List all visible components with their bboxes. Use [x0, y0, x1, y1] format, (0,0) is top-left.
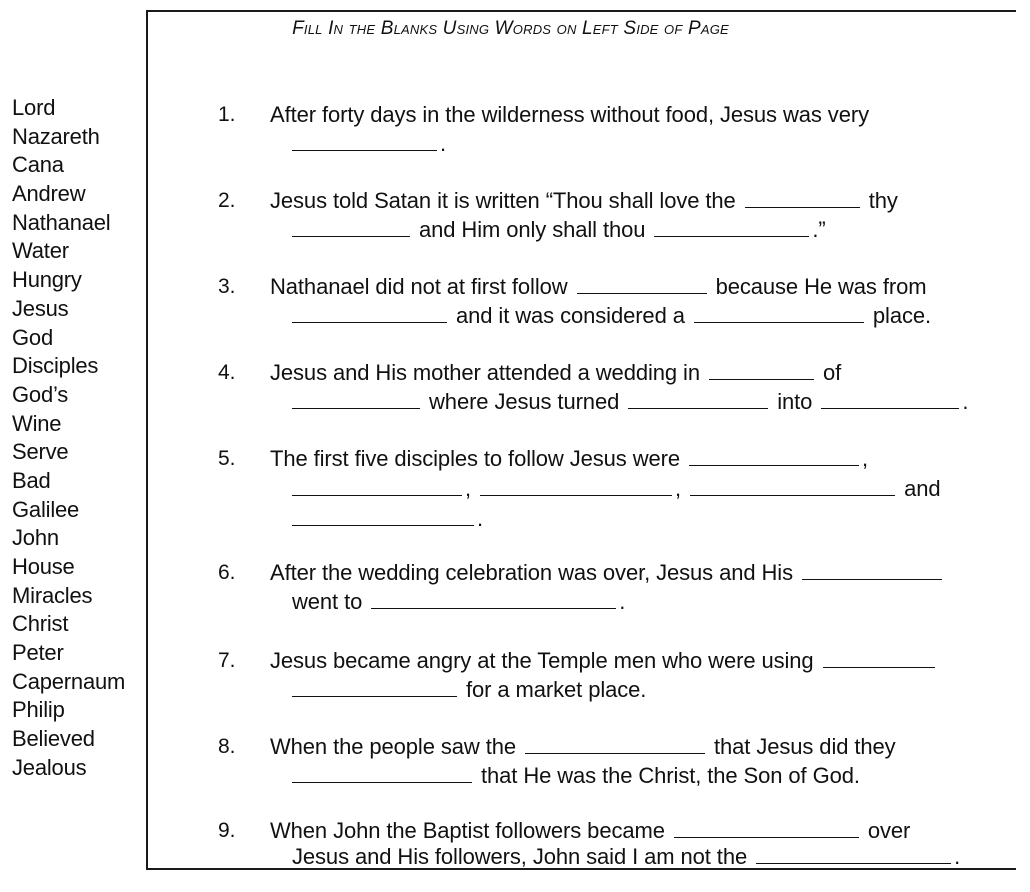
answer-blank[interactable]	[292, 506, 474, 526]
question-line	[292, 129, 446, 159]
question-text: Nathanael did not at first follow	[270, 274, 568, 299]
question-number: 4.	[218, 361, 236, 384]
question-text: When the people saw the	[270, 734, 516, 759]
answer-blank[interactable]	[628, 389, 768, 409]
question-number: 3.	[218, 275, 236, 298]
question-text: of	[823, 360, 842, 385]
word-bank-item: Hungry	[12, 267, 82, 293]
word-bank-item: Serve	[12, 439, 69, 465]
answer-blank[interactable]	[525, 734, 705, 754]
question-line	[292, 387, 968, 417]
word-bank-item: Jesus	[12, 295, 69, 321]
question-line	[270, 100, 869, 130]
question-text: ,	[675, 476, 682, 501]
word-bank-item: Philip	[12, 697, 65, 723]
question-line	[270, 732, 896, 762]
word-bank-item: Lord	[12, 95, 56, 120]
answer-blank[interactable]	[292, 217, 410, 237]
worksheet-box	[146, 10, 1016, 870]
word-bank	[12, 94, 142, 783]
answer-blank[interactable]	[709, 360, 814, 380]
answer-blank[interactable]	[802, 560, 942, 580]
answer-blank[interactable]	[756, 844, 951, 864]
question-text: where Jesus turned	[429, 389, 620, 414]
word-bank-item: Water	[12, 238, 69, 264]
answer-blank[interactable]	[292, 389, 420, 409]
question-text: for a market place.	[466, 677, 647, 702]
question-text: into	[777, 389, 813, 414]
question-text: The first five disciples to follow Jesus were	[270, 446, 680, 471]
word-bank-item: Capernaum	[12, 668, 126, 694]
question-text: ,	[862, 446, 869, 471]
word-bank-item: Jealous	[12, 754, 87, 780]
answer-blank[interactable]	[292, 303, 447, 323]
word-bank-item: Wine	[12, 410, 62, 436]
question-text: Jesus became angry at the Temple men who were using	[270, 648, 814, 673]
answer-blank[interactable]	[745, 188, 860, 208]
question-text: and	[904, 476, 941, 501]
answer-blank[interactable]	[690, 476, 895, 496]
word-bank-item: Galilee	[12, 496, 80, 522]
question-text: Jesus told Satan it is written “Thou shall love the	[270, 188, 736, 213]
question-text: .	[619, 589, 626, 614]
answer-blank[interactable]	[292, 763, 472, 783]
question-text: After the wedding celebration was over, Jesus and His	[270, 560, 793, 585]
word-bank-item: God	[12, 324, 53, 350]
answer-blank[interactable]	[823, 648, 935, 668]
question-number: 9.	[218, 819, 236, 842]
question-number: 8.	[218, 735, 236, 758]
answer-blank[interactable]	[577, 274, 707, 294]
question-number: 2.	[218, 189, 236, 212]
question-number: 5.	[218, 447, 236, 470]
word-bank-item: Christ	[12, 611, 69, 637]
word-bank-item: House	[12, 554, 75, 579]
answer-blank[interactable]	[292, 677, 457, 697]
word-bank-item: Bad	[12, 467, 51, 493]
answer-blank[interactable]	[821, 389, 959, 409]
question-line	[292, 215, 826, 245]
question-text: .	[962, 389, 969, 414]
question-text: ,	[465, 476, 472, 501]
question-line	[292, 587, 625, 617]
answer-blank[interactable]	[674, 818, 859, 838]
answer-blank[interactable]	[480, 476, 672, 496]
word-bank-item: Nathanael	[12, 209, 111, 235]
question-text: Jesus and His mother attended a wedding in	[270, 360, 700, 385]
question-text: that Jesus did they	[714, 734, 896, 759]
question-line	[270, 358, 841, 388]
question-line	[270, 186, 898, 216]
question-text: and it was considered a	[456, 303, 685, 328]
question-text: thy	[868, 188, 898, 213]
answer-blank[interactable]	[654, 217, 809, 237]
word-bank-item: Peter	[12, 640, 64, 666]
word-bank-item: Nazareth	[12, 123, 100, 149]
answer-blank[interactable]	[694, 303, 864, 323]
question-line	[270, 272, 926, 302]
answer-blank[interactable]	[292, 131, 437, 151]
question-text: and Him only shall thou	[419, 217, 646, 242]
word-bank-item: John	[12, 525, 59, 551]
question-text: After forty days in the wilderness without food, Jesus was very	[270, 102, 869, 127]
question-text: went to	[292, 589, 363, 614]
question-line	[292, 474, 940, 504]
question-line	[270, 558, 945, 588]
question-text: When John the Baptist followers became	[270, 818, 665, 843]
answer-blank[interactable]	[371, 589, 616, 609]
question-line	[292, 842, 960, 872]
question-line	[292, 761, 860, 791]
question-number: 1.	[218, 103, 236, 126]
question-text: that He was the Christ, the Son of God.	[481, 763, 860, 788]
answer-blank[interactable]	[292, 476, 462, 496]
question-text: because He was from	[715, 274, 927, 299]
word-bank-item: God’s	[12, 381, 69, 407]
word-bank-item: Andrew	[12, 181, 86, 207]
question-line	[292, 301, 931, 331]
question-text: place.	[872, 303, 931, 328]
question-text: .	[477, 506, 484, 531]
question-number: 6.	[218, 561, 236, 584]
question-text: Jesus and His followers, John said I am not the	[292, 844, 748, 869]
word-bank-item: Disciples	[12, 353, 99, 379]
worksheet-title: Fill In the Blanks Using Words on Left Side of Page	[292, 18, 729, 39]
word-bank-item: Believed	[12, 726, 95, 752]
question-text: .	[440, 131, 447, 156]
answer-blank[interactable]	[689, 446, 859, 466]
word-bank-item: Cana	[12, 152, 64, 178]
question-text: .	[954, 844, 961, 869]
question-text: .”	[812, 217, 826, 242]
question-line	[292, 504, 483, 534]
word-bank-item: Miracles	[12, 582, 93, 608]
question-number: 7.	[218, 649, 236, 672]
question-text: over	[867, 818, 911, 843]
question-line	[270, 646, 938, 676]
question-line	[270, 444, 868, 474]
question-line	[292, 675, 646, 705]
